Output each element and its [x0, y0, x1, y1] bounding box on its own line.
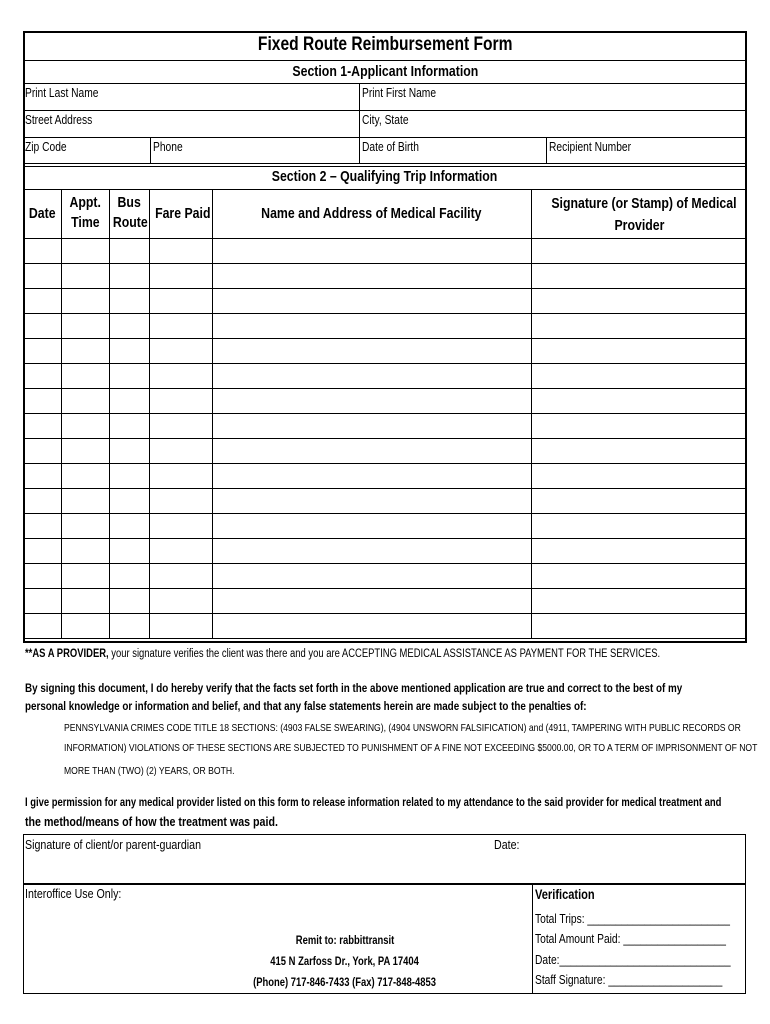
fare-paid-cell[interactable] [150, 589, 213, 614]
provider-note: **AS A PROVIDER, your signature verifies the client was there and you are ACCEPTING MEDICAL ASSISTANCE AS PAYMENT FOR THE SERVICES. [25, 648, 661, 660]
provider-signature-cell[interactable] [532, 414, 747, 439]
date-cell[interactable] [24, 339, 62, 364]
provider-signature-cell[interactable] [532, 339, 747, 364]
facility-cell[interactable] [213, 439, 532, 464]
appt-time-cell[interactable] [62, 264, 110, 289]
table-row [24, 414, 747, 439]
date-cell[interactable] [24, 589, 62, 614]
appt-time-cell[interactable] [62, 314, 110, 339]
crimes-code-line2: INFORMATION) VIOLATIONS OF THESE SECTIONS ARE SUBJECTED TO PUNISHMENT OF A FINE NOT EXCEEDING $5000.00, OR TO A TERM OF IMPRISONMENT OF NOT [64, 742, 758, 754]
bus-route-cell[interactable] [110, 289, 150, 314]
date-cell[interactable] [24, 314, 62, 339]
provider-signature-cell[interactable] [532, 289, 747, 314]
table-row [24, 239, 747, 264]
facility-cell[interactable] [213, 389, 532, 414]
table-row [24, 564, 747, 589]
permission-line2: the method/means of how the treatment was paid. [25, 814, 278, 829]
recipient-number-field[interactable]: Recipient Number [549, 140, 632, 154]
provider-signature-cell[interactable] [532, 514, 747, 539]
appt-time-cell[interactable] [62, 564, 110, 589]
bus-route-cell[interactable] [110, 439, 150, 464]
appt-time-cell[interactable] [62, 414, 110, 439]
provider-signature-cell[interactable] [532, 314, 747, 339]
verification-date-field[interactable]: Date:______________________________ [535, 953, 731, 967]
date-cell[interactable] [24, 564, 62, 589]
crimes-code-line3: MORE THAN (TWO) (2) YEARS, OR BOTH. [64, 765, 235, 777]
provider-signature-cell[interactable] [532, 364, 747, 389]
legal-declaration-line2: personal knowledge or information and belief, and that any false statements herein are made subject to the penalties of: [25, 699, 587, 713]
fare-paid-cell[interactable] [150, 614, 213, 639]
date-cell[interactable] [24, 464, 62, 489]
facility-cell[interactable] [213, 614, 532, 639]
bus-route-cell[interactable] [110, 389, 150, 414]
signature-date-field[interactable]: Date: [494, 837, 520, 852]
table-row [24, 489, 747, 514]
appt-time-cell[interactable] [62, 514, 110, 539]
section2-title: Section 2 – Qualifying Trip Information [272, 168, 498, 185]
fare-paid-cell[interactable] [150, 289, 213, 314]
appt-time-cell[interactable] [62, 239, 110, 264]
provider-signature-cell[interactable] [532, 489, 747, 514]
facility-cell[interactable] [213, 464, 532, 489]
first-name-field[interactable]: Print First Name [362, 86, 437, 100]
date-cell[interactable] [24, 514, 62, 539]
last-name-field[interactable]: Print Last Name [25, 86, 99, 100]
bus-route-cell[interactable] [110, 264, 150, 289]
date-cell[interactable] [24, 539, 62, 564]
table-row [24, 264, 747, 289]
appt-time-cell[interactable] [62, 289, 110, 314]
provider-signature-cell[interactable] [532, 239, 747, 264]
provider-signature-cell[interactable] [532, 564, 747, 589]
facility-cell[interactable] [213, 589, 532, 614]
table-row [24, 439, 747, 464]
fare-paid-cell[interactable] [150, 389, 213, 414]
bus-route-cell[interactable] [110, 464, 150, 489]
table-row [24, 514, 747, 539]
facility-cell[interactable] [213, 239, 532, 264]
fare-paid-cell[interactable] [150, 539, 213, 564]
appt-time-cell[interactable] [62, 489, 110, 514]
bus-route-cell[interactable] [110, 414, 150, 439]
staff-signature-field[interactable]: Staff Signature: ____________________ [535, 973, 723, 987]
fare-paid-cell[interactable] [150, 339, 213, 364]
provider-signature-cell[interactable] [532, 589, 747, 614]
facility-cell[interactable] [213, 264, 532, 289]
fare-paid-cell[interactable] [150, 239, 213, 264]
table-row [24, 339, 747, 364]
provider-signature-cell[interactable] [532, 264, 747, 289]
bus-route-cell[interactable] [110, 564, 150, 589]
form-title: Fixed Route Reimbursement Form [257, 34, 513, 55]
facility-cell[interactable] [213, 539, 532, 564]
fare-paid-cell[interactable] [150, 264, 213, 289]
appt-time-cell[interactable] [62, 439, 110, 464]
fare-paid-cell[interactable] [150, 564, 213, 589]
phone-field[interactable]: Phone [153, 140, 183, 154]
provider-signature-cell[interactable] [532, 439, 747, 464]
facility-cell[interactable] [213, 414, 532, 439]
date-cell[interactable] [24, 414, 62, 439]
provider-signature-cell[interactable] [532, 464, 747, 489]
header-bus-route: Bus Route [112, 194, 148, 231]
fare-paid-cell[interactable] [150, 439, 213, 464]
bus-route-cell[interactable] [110, 339, 150, 364]
date-cell[interactable] [24, 439, 62, 464]
date-cell[interactable] [24, 289, 62, 314]
date-cell[interactable] [24, 614, 62, 639]
table-row [24, 464, 747, 489]
provider-signature-cell[interactable] [532, 539, 747, 564]
facility-cell[interactable] [213, 564, 532, 589]
table-row [24, 289, 747, 314]
table-row [24, 539, 747, 564]
trip-grid [23, 238, 746, 639]
bus-route-cell[interactable] [110, 239, 150, 264]
facility-cell[interactable] [213, 364, 532, 389]
verification-title: Verification [535, 887, 595, 902]
zip-code-field[interactable]: Zip Code [25, 140, 67, 154]
fare-paid-cell[interactable] [150, 364, 213, 389]
bus-route-cell[interactable] [110, 589, 150, 614]
appt-time-cell[interactable] [62, 614, 110, 639]
table-row [24, 589, 747, 614]
bus-route-cell[interactable] [110, 614, 150, 639]
header-date: Date [28, 205, 56, 222]
bus-route-cell[interactable] [110, 514, 150, 539]
date-cell[interactable] [24, 239, 62, 264]
remit-address: 415 N Zarfoss Dr., York, PA 17404 [270, 956, 420, 968]
crimes-code-line1: PENNSYLVANIA CRIMES CODE TITLE 18 SECTIONS: (4903 FALSE SWEARING), (4904 UNSWORN FALSIFICATION) and (4911, TAMPERING WITH PUBLIC RECORDS OR [64, 722, 741, 734]
client-signature-field[interactable]: Signature of client/or parent-guardian [25, 837, 202, 852]
city-state-field[interactable]: City, State [362, 113, 409, 127]
bus-route-cell[interactable] [110, 539, 150, 564]
facility-cell[interactable] [213, 289, 532, 314]
fare-paid-cell[interactable] [150, 489, 213, 514]
date-cell[interactable] [24, 264, 62, 289]
fare-paid-cell[interactable] [150, 314, 213, 339]
permission-line1: I give permission for any medical provider listed on this form to release information related to my attendance to the said provider for medical treatment and [25, 797, 722, 809]
street-address-field[interactable]: Street Address [25, 113, 93, 127]
provider-signature-cell[interactable] [532, 389, 747, 414]
facility-cell[interactable] [213, 514, 532, 539]
header-medical-facility: Name and Address of Medical Facility [261, 205, 482, 222]
table-row [24, 389, 747, 414]
header-fare-paid: Fare Paid [155, 205, 211, 222]
legal-declaration-line1: By signing this document, I do hereby verify that the facts set forth in the above mentioned application are true and correct to the best of my [25, 681, 683, 695]
appt-time-cell[interactable] [62, 464, 110, 489]
remit-contact: (Phone) 717-846-7433 (Fax) 717-848-4853 [253, 977, 437, 989]
fare-paid-cell[interactable] [150, 414, 213, 439]
interoffice-label: Interoffice Use Only: [25, 886, 122, 901]
header-provider-signature: Signature (or Stamp) of Medical Provider [551, 195, 737, 234]
total-amount-paid-field[interactable]: Total Amount Paid: __________________ [535, 932, 726, 946]
table-row [24, 314, 747, 339]
provider-signature-cell[interactable] [532, 614, 747, 639]
date-cell[interactable] [24, 489, 62, 514]
header-appt-time: Appt. Time [69, 194, 101, 231]
total-trips-field[interactable]: Total Trips: _________________________ [535, 912, 730, 926]
facility-cell[interactable] [213, 314, 532, 339]
fare-paid-cell[interactable] [150, 464, 213, 489]
appt-time-cell[interactable] [62, 364, 110, 389]
appt-time-cell[interactable] [62, 539, 110, 564]
bus-route-cell[interactable] [110, 364, 150, 389]
appt-time-cell[interactable] [62, 339, 110, 364]
table-row [24, 364, 747, 389]
section1-title: Section 1-Applicant Information [292, 63, 478, 80]
remit-to: Remit to: rabbittransit [295, 935, 395, 947]
appt-time-cell[interactable] [62, 389, 110, 414]
table-row [24, 614, 747, 639]
fare-paid-cell[interactable] [150, 514, 213, 539]
date-cell[interactable] [24, 364, 62, 389]
appt-time-cell[interactable] [62, 589, 110, 614]
bus-route-cell[interactable] [110, 489, 150, 514]
date-of-birth-field[interactable]: Date of Birth [362, 140, 419, 154]
facility-cell[interactable] [213, 339, 532, 364]
date-cell[interactable] [24, 389, 62, 414]
facility-cell[interactable] [213, 489, 532, 514]
bus-route-cell[interactable] [110, 314, 150, 339]
